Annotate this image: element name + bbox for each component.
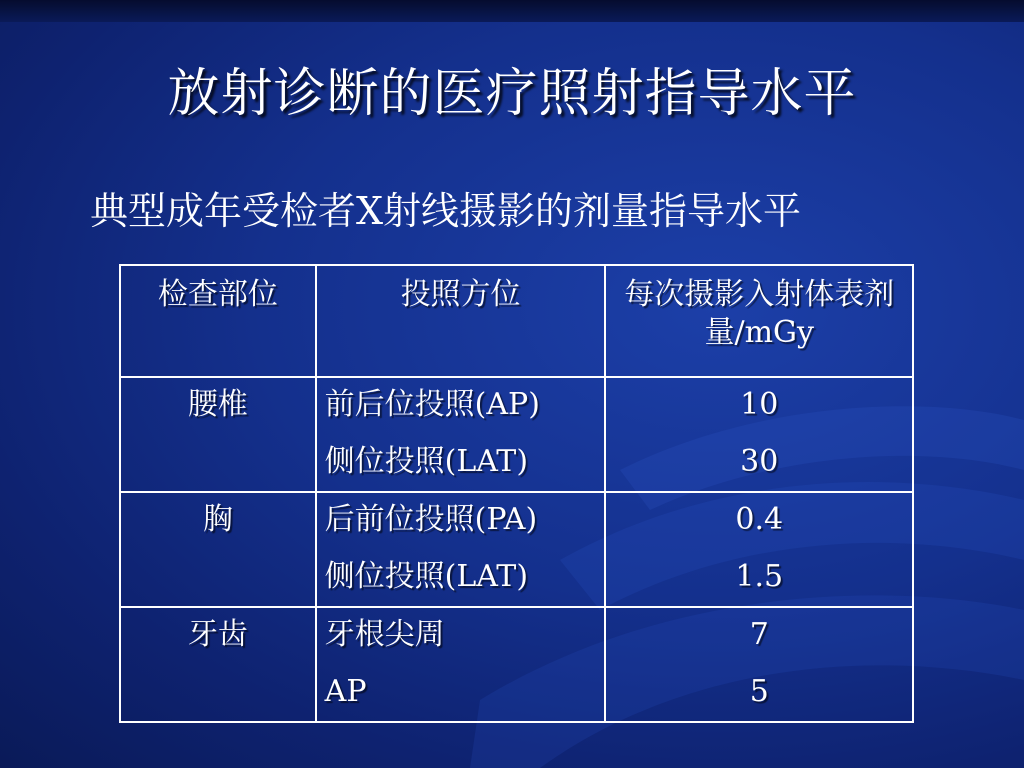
exam-part-label: 胸 — [202, 502, 233, 537]
projection-label: AP — [324, 674, 367, 709]
table-header-row — [120, 265, 913, 377]
dose-value: 7 — [749, 617, 769, 652]
table-row — [120, 492, 913, 607]
projection-label: 前后位投照(AP) — [324, 387, 540, 422]
dose-value: 1.5 — [735, 559, 784, 594]
table-row — [120, 607, 913, 722]
projection-label: 牙根尖周 — [324, 617, 445, 652]
exam-part-label: 牙齿 — [187, 617, 248, 652]
projection-cell — [316, 492, 606, 607]
projection-label: 侧位投照(LAT) — [324, 444, 529, 479]
exam-part-cell — [120, 377, 316, 492]
projection-cell — [316, 607, 606, 722]
projection-label: 侧位投照(LAT) — [324, 559, 529, 594]
exam-part-label: 腰椎 — [187, 387, 248, 422]
dose-value: 10 — [740, 387, 779, 422]
header-entrance-dose: 每次摄影入射体表剂量/mGy — [605, 265, 913, 377]
table-row — [120, 377, 913, 492]
dose-cell — [605, 492, 913, 607]
slide-title: 放射诊断的医疗照射指导水平 — [167, 64, 857, 124]
header-exam-part: 检查部位 — [120, 265, 316, 377]
exam-part-cell — [120, 607, 316, 722]
exam-part-cell — [120, 492, 316, 607]
dose-value: 30 — [740, 444, 779, 479]
dose-reference-table — [119, 264, 914, 723]
dose-cell — [605, 377, 913, 492]
dose-value: 5 — [749, 674, 769, 709]
slide-subtitle: 典型成年受检者X射线摄影的剂量指导水平 — [90, 189, 802, 233]
header-projection: 投照方位 — [316, 265, 606, 377]
projection-label: 后前位投照(PA) — [324, 502, 538, 537]
dose-cell — [605, 607, 913, 722]
top-dark-band — [0, 0, 1024, 22]
dose-value: 0.4 — [735, 502, 784, 537]
projection-cell — [316, 377, 606, 492]
